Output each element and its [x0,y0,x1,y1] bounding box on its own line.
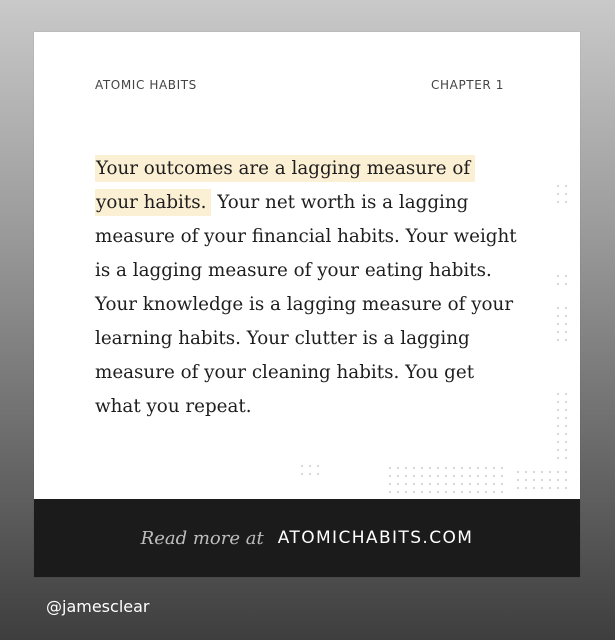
card-header [95,78,504,92]
chapter-label: CHAPTER 1 [431,78,504,92]
quote-text [95,152,525,424]
decorative-dots-bottom-right [514,468,570,492]
card-footer [34,499,580,577]
quote-card [34,32,580,577]
decorative-dots-right-bottom [554,390,570,462]
decorative-dots-right-mid [554,272,570,288]
book-title: ATOMIC HABITS [95,78,197,92]
decorative-dots-right-lower [554,304,570,344]
decorative-dots-bottom-mid [386,464,506,496]
quote-highlight-line2: your habits. [95,189,211,216]
read-more-text: Read more at [140,527,264,549]
quote-highlight-line1: Your outcomes are a lagging measure of [95,155,475,182]
decorative-dots-right-top [554,182,570,206]
author-handle[interactable]: @jamesclear [46,597,150,616]
website-link[interactable]: ATOMICHABITS.COM [277,528,474,548]
quote-rest: Your net worth is a lagging measure of your financial habits. Your weight is a lagging measure of your eating habits. Your knowledge is a lagging measure of your learning habits. Your clutter is a lagging measure of your cleaning habits. You get what you repeat. [95,192,517,417]
decorative-dots-bottom-left [298,462,322,478]
